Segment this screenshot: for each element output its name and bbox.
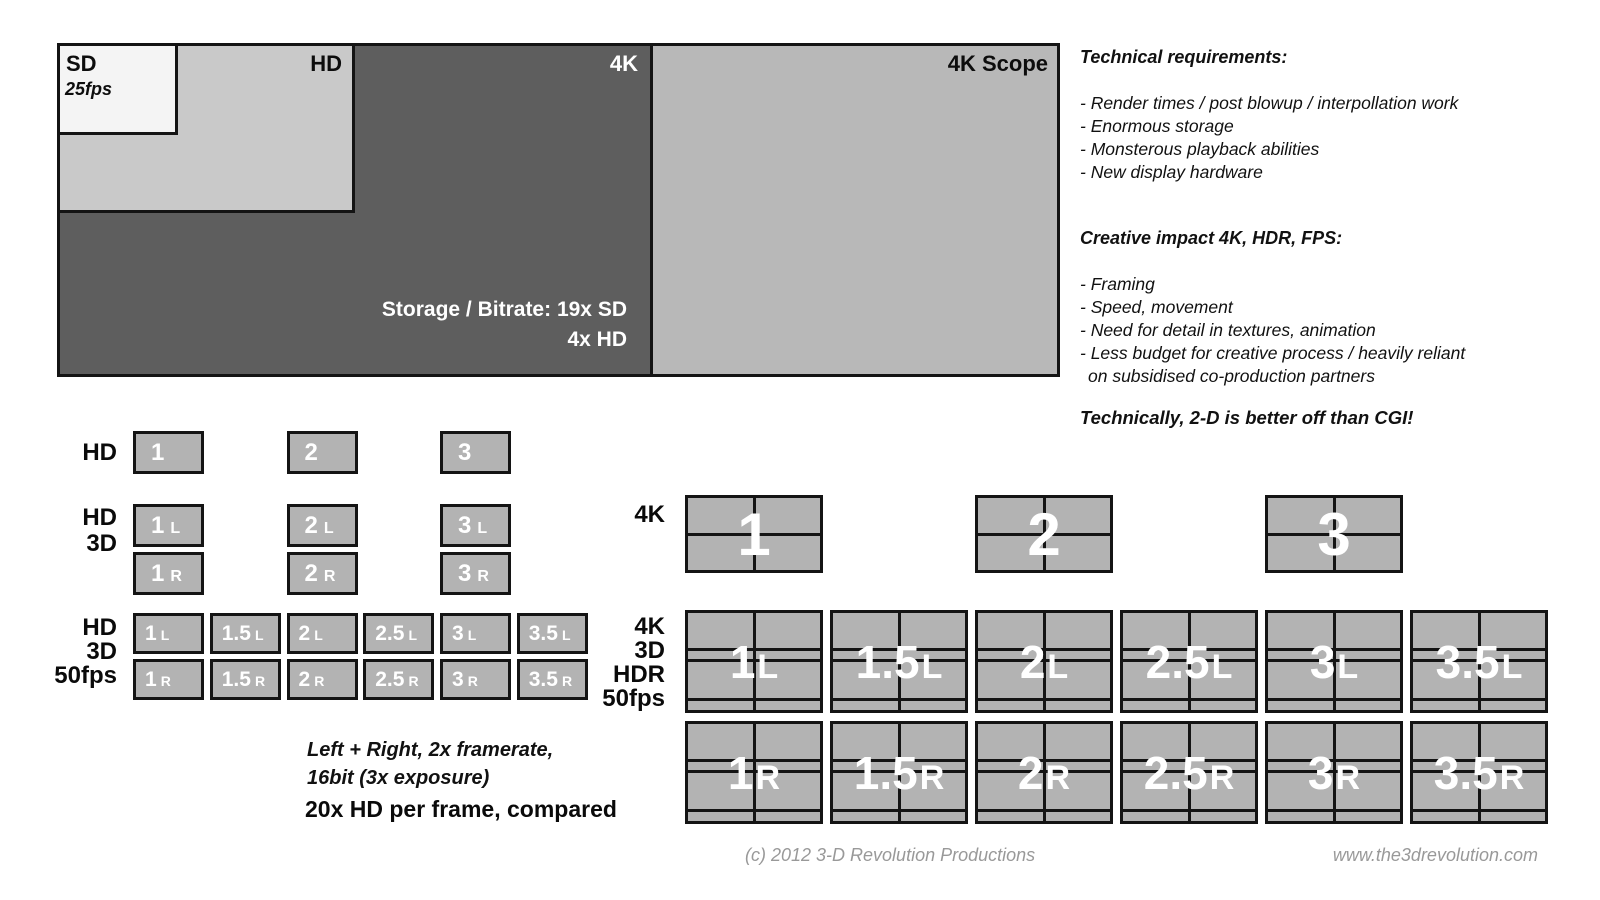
hd-3d-50fps-row-label — [54, 616, 117, 688]
hd-3d-right-frame-box — [133, 552, 204, 595]
copyright-text: (c) 2012 3-D Revolution Productions — [745, 845, 1036, 865]
4k-frame-box — [685, 495, 823, 573]
frame-eye-letter: L — [1211, 647, 1233, 686]
4k-hdr-left-frame-box — [1265, 610, 1403, 713]
frame-label — [854, 746, 945, 800]
frame-number: 1 — [151, 559, 165, 587]
hd-3d-50fps-left-frame-box — [133, 613, 204, 654]
4k-hdr-row-label-line: 4K — [634, 613, 665, 640]
frame-label — [136, 560, 182, 588]
frame-label — [290, 622, 323, 646]
frame-label — [290, 439, 318, 467]
frame-number: 3 — [458, 438, 472, 466]
creative-impact-list — [1080, 273, 1465, 388]
list-item: - Enormous storage — [1080, 116, 1234, 136]
list-item: - Monsterous playback abilities — [1080, 139, 1320, 159]
frame-number: 2.5 — [375, 621, 405, 645]
grid-line — [1268, 809, 1400, 812]
frame-number: 1 — [145, 621, 157, 645]
frame-number: 1.5 — [221, 621, 251, 645]
4k-hdr-right-frame-box — [1410, 721, 1548, 824]
frame-eye-letter: R — [323, 567, 336, 585]
hd-3d-right-frame-box — [287, 552, 358, 595]
frame-eye-letter: L — [160, 626, 170, 643]
4k-hdr-right-frame-box — [830, 721, 968, 824]
hd-3d-50fps-right-frame-box — [210, 659, 281, 700]
frame-eye-letter: L — [170, 519, 181, 537]
storage-line-1: Storage / Bitrate: 19x SD — [381, 298, 627, 321]
frame-number: 2 — [304, 511, 318, 539]
frame-label — [520, 622, 571, 646]
4k-hdr-left-frame-box — [830, 610, 968, 713]
hd-3d-row-label-line: 3D — [86, 530, 117, 557]
frame-number: 1.5 — [221, 667, 251, 691]
4k-hdr-left-frame-box — [685, 610, 823, 713]
frame-label — [443, 512, 487, 540]
4k-frame-box — [975, 495, 1113, 573]
tech-requirements-list — [1080, 92, 1458, 184]
hd-3d-50fps-right-frame-box — [133, 659, 204, 700]
frame-number: 1 — [729, 635, 756, 688]
frame-eye-letter: R — [254, 672, 266, 689]
frame-label — [1436, 635, 1523, 689]
frame-eye-letter: L — [757, 647, 779, 686]
frame-label — [443, 439, 471, 467]
4k-hdr-left-frame-box — [1120, 610, 1258, 713]
hd-3d-left-frame-box — [440, 504, 511, 547]
frame-number: 1.5 — [855, 635, 920, 688]
grid-line — [688, 809, 820, 812]
4k-hdr-right-frame-box — [1265, 721, 1403, 824]
frame-number: 3.5 — [528, 621, 558, 645]
hd-3d-50fps-right-frame-box — [517, 659, 588, 700]
frame-label — [1308, 746, 1360, 800]
frame-number: 2 — [304, 438, 318, 466]
frame-number: 2 — [304, 559, 318, 587]
frame-number: 1 — [737, 500, 771, 568]
frame-eye-letter: R — [561, 672, 573, 689]
frame-number: 3 — [458, 559, 472, 587]
grid-line — [1123, 809, 1255, 812]
frame-number: 1.5 — [853, 746, 918, 799]
grid-line — [1413, 809, 1545, 812]
frame-eye-letter: L — [467, 626, 477, 643]
frame-label — [1027, 500, 1060, 569]
hd-3d-50fps-left-frame-box — [210, 613, 281, 654]
hd-row-label: HD — [82, 439, 117, 466]
frame-number: 2.5 — [1145, 635, 1210, 688]
frame-eye-letter: L — [1337, 647, 1359, 686]
4k-row-label: 4K — [634, 501, 665, 528]
frame-number: 3 — [452, 667, 464, 691]
4k-hdr-row-label-line: 3D — [634, 637, 665, 664]
hd-3d-50fps-right-frame-box — [440, 659, 511, 700]
frame-number: 3 — [452, 621, 464, 645]
frame-number: 1 — [145, 667, 157, 691]
hd-frame-box — [440, 431, 511, 474]
frame-label — [443, 668, 478, 692]
frame-label — [366, 622, 417, 646]
list-item: - Less budget for creative process / heavily reliant — [1080, 343, 1466, 363]
frame-eye-letter: R — [1209, 758, 1235, 797]
frame-eye-letter: R — [408, 672, 419, 689]
frame-number: 3 — [458, 511, 472, 539]
frame-label — [728, 746, 780, 800]
list-item: on subsidised co-production partners — [1088, 366, 1375, 386]
frame-number: 2.5 — [1143, 746, 1208, 799]
frame-label — [856, 635, 943, 689]
sd-framerate-label: 25fps — [65, 79, 113, 99]
frame-eye-letter: R — [170, 567, 182, 585]
frame-number: 1 — [151, 438, 165, 466]
4k-hdr-row-label-line: 50fps — [602, 685, 665, 712]
list-item: - Need for detail in textures, animation — [1080, 320, 1376, 340]
frame-label — [1146, 635, 1233, 689]
hd-3d-50fps-left-frame-box — [517, 613, 588, 654]
storage-line-2: 4x HD — [567, 328, 627, 351]
frame-label — [520, 668, 572, 692]
hd-3d-right-frame-box — [440, 552, 511, 595]
grid-line — [1268, 698, 1400, 701]
hd-3d-50fps-row-label-line: HD — [82, 614, 117, 641]
frame-eye-letter: R — [755, 758, 781, 797]
conclusion-text: Technically, 2-D is better off than CGI! — [1080, 407, 1414, 428]
4k-hdr-left-frame-box — [1410, 610, 1548, 713]
4k-hdr-right-frame-box — [685, 721, 823, 824]
frame-number: 3 — [1307, 746, 1334, 799]
4k-label: 4K — [609, 51, 638, 76]
4k-scope-label: 4K Scope — [947, 51, 1048, 76]
frame-eye-letter: L — [408, 626, 418, 643]
creative-impact-header: Creative impact 4K, HDR, FPS: — [1080, 228, 1343, 248]
hd-3d-row-label — [82, 505, 117, 557]
frame-eye-letter: R — [477, 567, 489, 585]
grid-line — [688, 698, 820, 701]
frame-label — [730, 635, 778, 689]
frame-label — [136, 512, 180, 540]
4k-hdr-row-label-line: HDR — [613, 661, 665, 688]
frame-label — [366, 668, 418, 692]
list-item: - Framing — [1080, 274, 1155, 294]
tech-requirements-header: Technical requirements: — [1080, 47, 1288, 67]
grid-line — [1123, 698, 1255, 701]
frame-eye-letter: L — [254, 626, 264, 643]
frame-eye-letter: R — [314, 672, 325, 689]
frame-number: 2 — [298, 667, 311, 691]
frame-eye-letter: L — [323, 519, 334, 537]
frame-number: 2 — [1027, 500, 1061, 568]
hd-3d-50fps-row-label-line: 3D — [86, 638, 117, 665]
frame-number: 1 — [151, 511, 165, 539]
frame-label — [1018, 746, 1070, 800]
framerate-note — [307, 736, 553, 792]
frame-label — [136, 668, 171, 692]
frame-eye-letter: R — [1045, 758, 1071, 797]
hd-3d-50fps-left-frame-box — [287, 613, 358, 654]
hd-3d-50fps-row-label-line: 50fps — [54, 662, 117, 689]
frame-eye-letter: L — [921, 647, 943, 686]
grid-line — [833, 809, 965, 812]
frame-number: 3.5 — [1435, 635, 1500, 688]
frame-label — [213, 668, 265, 692]
sd-label: SD — [66, 51, 97, 76]
hd-3d-50fps-left-frame-box — [440, 613, 511, 654]
frame-eye-letter: L — [561, 626, 571, 643]
frame-eye-letter: R — [919, 758, 945, 797]
frame-label — [443, 560, 489, 588]
hd-frame-box — [133, 431, 204, 474]
hd-3d-50fps-left-frame-box — [363, 613, 434, 654]
frame-number: 2 — [1017, 746, 1044, 799]
frame-number: 1 — [727, 746, 754, 799]
grid-line — [978, 698, 1110, 701]
website-url: www.the3drevolution.com — [1332, 845, 1538, 865]
storage-bitrate-text — [382, 295, 627, 355]
frame-eye-letter: L — [314, 626, 323, 643]
frame-label — [737, 500, 770, 569]
framerate-note-line-2: 16bit (3x exposure) — [307, 767, 490, 789]
hd-frame-box — [287, 431, 358, 474]
frame-eye-letter: R — [160, 672, 171, 689]
frame-number: 3.5 — [1433, 746, 1498, 799]
hd-3d-left-frame-box — [133, 504, 204, 547]
frame-eye-letter: L — [477, 519, 488, 537]
frame-number: 2 — [1019, 635, 1046, 688]
comparison-summary: 20x HD per frame, compared — [305, 796, 617, 822]
hd-3d-50fps-right-frame-box — [363, 659, 434, 700]
frame-eye-letter: R — [467, 672, 478, 689]
4k-scope-rect — [650, 43, 1060, 377]
4k-hdr-right-frame-box — [975, 721, 1113, 824]
frame-label — [213, 622, 264, 646]
grid-line — [978, 809, 1110, 812]
frame-label — [1020, 635, 1068, 689]
frame-eye-letter: L — [1047, 647, 1069, 686]
hd-3d-left-frame-box — [287, 504, 358, 547]
framerate-note-line-1: Left + Right, 2x framerate, — [307, 739, 554, 761]
frame-eye-letter: R — [1335, 758, 1361, 797]
frame-label — [1317, 500, 1350, 569]
4k-hdr-left-frame-box — [975, 610, 1113, 713]
grid-line — [833, 698, 965, 701]
frame-label — [290, 512, 334, 540]
4k-3d-hdr-50fps-row-label — [602, 615, 665, 711]
frame-label — [136, 622, 169, 646]
4k-hdr-right-frame-box — [1120, 721, 1258, 824]
list-item: - New display hardware — [1080, 162, 1263, 182]
frame-label — [1434, 746, 1525, 800]
frame-number: 3 — [1317, 500, 1351, 568]
frame-eye-letter: R — [1499, 758, 1525, 797]
list-item: - Render times / post blowup / interpollation work — [1080, 93, 1459, 113]
frame-label — [290, 668, 325, 692]
hd-3d-row-label-line: HD — [82, 504, 117, 531]
frame-label — [1144, 746, 1235, 800]
frame-eye-letter: L — [1501, 647, 1523, 686]
frame-label — [136, 439, 164, 467]
frame-number: 3 — [1309, 635, 1336, 688]
frame-number: 3.5 — [528, 667, 558, 691]
hd-label: HD — [310, 51, 342, 76]
frame-number: 2.5 — [375, 667, 405, 691]
hd-3d-50fps-right-frame-box — [287, 659, 358, 700]
frame-number: 2 — [298, 621, 311, 645]
frame-label — [443, 622, 476, 646]
list-item: - Speed, movement — [1080, 297, 1233, 317]
frame-label — [290, 560, 336, 588]
4k-frame-box — [1265, 495, 1403, 573]
frame-label — [1310, 635, 1358, 689]
grid-line — [1413, 698, 1545, 701]
